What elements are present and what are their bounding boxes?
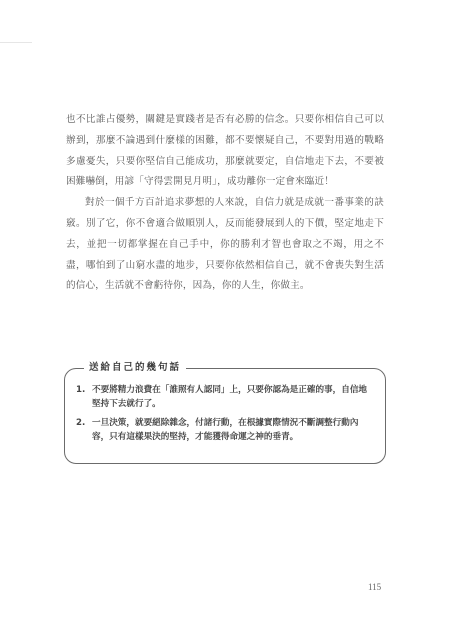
paragraph: 也不比誰占優勢，關鍵是實踐者是否有必勝的信念。只要你相信自己可以辦到，那麼不論遇到什麼樣的困難，都不要懷疑自己，不要對用過的戰略多慮憂失，只要你堅信自己能成功，那麼就要定，自信地走下去，不要被困難嚇倒，用諺「守得雲開見月明」，成功離你一定會來臨近！ (66, 114, 384, 188)
tip-text: 不要將精力浪費在「誰照有人認同」上，只要你認為是正確的事，自信地堅持下去就行了。 (92, 385, 368, 409)
page-number: 115 (368, 582, 382, 592)
header-rule (0, 42, 32, 43)
tip-number: 1. (76, 385, 86, 395)
paragraph: 對於一個千方百計追求夢想的人來說，自信力就是成就一番事業的訣竅。別了它，你不會適合做順別人，反而能發展到人的下價，堅定地走下去，並把一切都掌握在自己手中，你的勝利才智也會取之不竭，用之不盡，哪怕到了山窮水盡的地步，只要你依然相信自己，就不會喪失對生活的信心，生活就不會虧待你，因為，你的人生，你做主。 (66, 197, 384, 292)
tip-item (76, 417, 374, 444)
tips-list (76, 384, 374, 450)
tips-box-title: 送給自己的幾句話 (84, 360, 186, 376)
body-text (66, 110, 384, 297)
tip-text: 一旦決策，就要絕除雜念，付諸行動，在根據實際情況不斷調整行動內容，只有這樣果決的堅持，才能獲得命運之神的垂青。 (92, 418, 359, 442)
tip-number: 2. (76, 418, 86, 428)
tip-item (76, 384, 374, 411)
